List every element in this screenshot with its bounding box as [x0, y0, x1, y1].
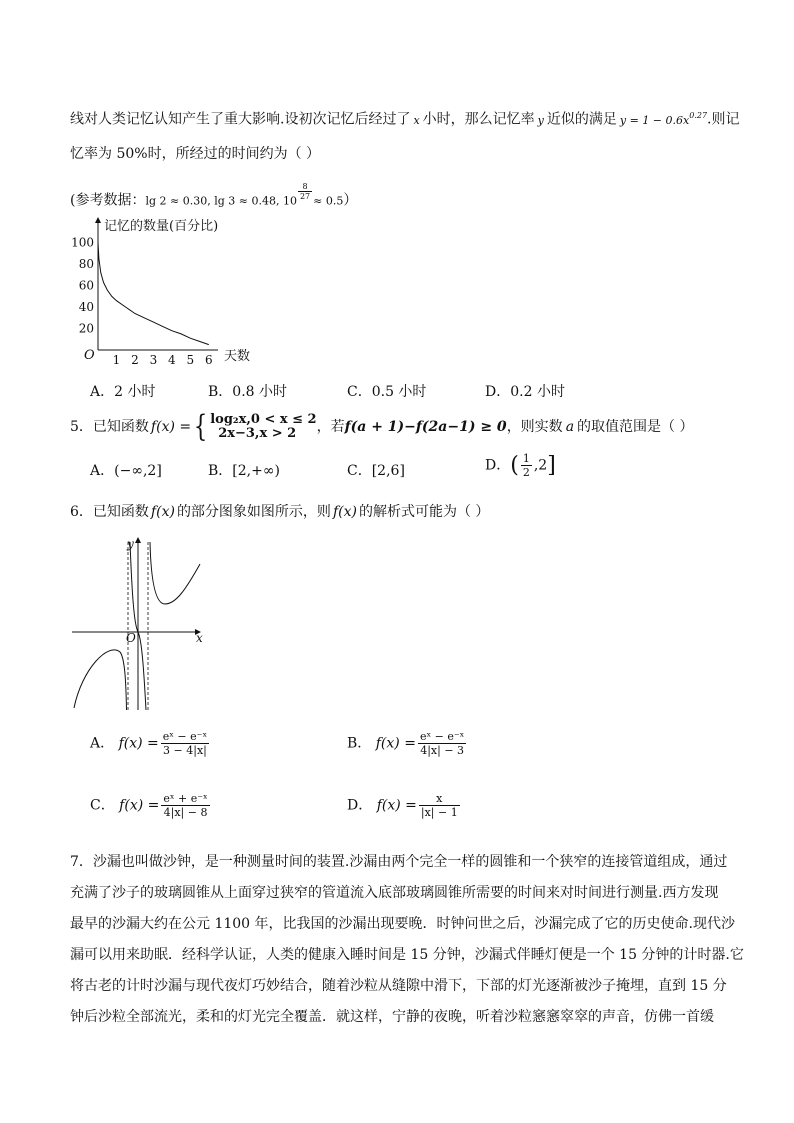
q5-option-d[interactable]: [485, 452, 556, 479]
q4-line1d: .则记: [707, 111, 740, 128]
chart-x-ticks: [113, 353, 213, 367]
q6-opt-d-label: D．: [347, 797, 373, 814]
q7-line-2: 充满了沙子的玻璃圆锥从上面穿过狭窄的管道流入底部玻璃圆锥所需要的时间来对时间进行测量.西方发现: [70, 885, 719, 901]
q6-opt-d-num: x: [419, 792, 460, 806]
q6-opt-b-den: 4|x| − 3: [420, 744, 465, 757]
chart-y-tick-label: 20: [78, 321, 94, 336]
q7-line-5: 将古老的计时沙漏与现代夜灯巧妙结合，随着沙粒从缝隙中滑下，下部的灯光逐渐被沙子掩埋，直到 15 分: [70, 978, 727, 994]
q4-option-c[interactable]: C．0.5 小时: [347, 384, 427, 400]
q6-option-a[interactable]: [90, 730, 211, 757]
q6-opt-a-fraction: [161, 730, 209, 757]
q4-formula: y = 1 − 0.6x: [619, 113, 690, 127]
graph-y-label: y: [127, 537, 134, 551]
q5-stem-b: ，若: [316, 419, 345, 435]
chart-x-tick-label: 2: [131, 353, 139, 367]
q6-opt-c-lhs: f(x) =: [119, 797, 160, 814]
chart-title: 记忆的数量(百分比): [104, 219, 219, 234]
q6-opt-a-den: 3 − 4|x|: [163, 744, 207, 757]
chart-x-label: 天数: [224, 349, 251, 364]
q6-opt-c-label: C．: [90, 797, 115, 814]
q5-opt-d-open-paren: (: [510, 452, 519, 478]
q6-opt-a-label: A．: [90, 735, 115, 752]
q5-opt-d-num: 1: [522, 452, 530, 465]
q6-fx2: f(x): [332, 504, 357, 520]
graph-origin-label: O: [126, 631, 136, 645]
q7-line-3: 最早的沙漏大约在公元 1100 年，比我国的沙漏出现要晚．时钟问世之后，沙漏完成了它的历史使命.现代沙: [70, 916, 735, 932]
q6-opt-c-num: eˣ + e⁻ˣ: [163, 792, 208, 805]
q5-case2: 2x−3,x > 2: [218, 426, 297, 441]
q6-opt-a-lhs: f(x) =: [118, 735, 159, 752]
q5-opt-d-den: 2: [522, 466, 530, 479]
q5-opt-b-value: [2,+∞): [232, 463, 280, 479]
q5-option-b[interactable]: [208, 461, 280, 481]
q6-option-b[interactable]: [347, 730, 468, 757]
chart-origin-label: O: [84, 348, 95, 363]
q4-ref-data-b: ≈ 0.5: [313, 194, 344, 208]
q4-formula-exp: 0.27: [689, 111, 708, 120]
graph-x-label: x: [196, 631, 203, 645]
q4-line1b: 小时，那么记忆率: [422, 111, 535, 128]
q7-line-4: 漏可以用来助眠．经科学认证，人类的健康入睡时间是 15 分钟，沙漏式伴睡灯便是一个 15 分钟的计时器.它: [70, 947, 744, 963]
q7-line-6: 钟后沙粒全部流光，柔和的灯光完全覆盖．就这样，宁静的夜晚，听着沙粒窸窸窣窣的声音，仿佛一首缓: [70, 1009, 714, 1025]
q6-stem-a: 6．已知函数: [70, 504, 149, 520]
chart-y-tick-label: 80: [78, 257, 94, 272]
q5-opt-d-label: D．: [485, 457, 511, 474]
chart-x-tick-label: 3: [149, 353, 158, 367]
q4-var-x: x: [413, 113, 420, 127]
q5-cases: [210, 413, 316, 441]
q4-ref-exp-den: 27: [299, 192, 311, 201]
chart-y-tick-label: 60: [78, 278, 94, 293]
chart-y-tick-label: 40: [78, 300, 94, 315]
chart-x-tick-label: 4: [168, 353, 176, 367]
graph-branch-left: [74, 650, 127, 710]
q4-ref-close: ）: [343, 192, 358, 209]
q5-opt-d-tail: ,2: [533, 457, 548, 474]
q6-opt-c-den: 4|x| − 8: [163, 806, 208, 819]
q6-stem: [70, 502, 489, 522]
q6-stem-c: 的解析式可能为（ ）: [358, 504, 490, 520]
q6-stem-b: 的部分图象如图所示，则: [176, 504, 331, 520]
q5-stem-c: ，则实数: [506, 419, 563, 435]
q5-opt-c-value: [2,6]: [371, 463, 405, 479]
q5-opt-d-fraction: [521, 452, 532, 479]
q5-stem: [70, 409, 694, 444]
graph-branch-right: [150, 542, 200, 604]
q4-line1c: 近似的满足: [546, 111, 617, 128]
q6-opt-c-fraction: [161, 792, 209, 819]
q5-fx: f(x) =: [150, 419, 192, 435]
q6-opt-b-lhs: f(x) =: [375, 735, 416, 752]
memory-curve-line: [98, 243, 209, 345]
q5-opt-a-label: A．: [90, 463, 115, 479]
q6-opt-d-lhs: f(x) =: [376, 797, 417, 814]
q5-opt-a-value: (−∞,2]: [114, 463, 162, 479]
q5-option-c[interactable]: [347, 461, 405, 481]
q5-opt-d-close-bracket: ]: [547, 452, 556, 478]
chart-y-tick-label: 100: [71, 235, 94, 250]
q5-var-a: a: [565, 419, 575, 435]
q6-option-d[interactable]: [347, 792, 462, 819]
q5-opt-c-label: C．: [347, 463, 372, 479]
q4-line2: 忆率为 50%时，所经过的时间约为（ ）: [70, 146, 321, 162]
q5-stem-a: 5．已知函数: [70, 419, 149, 435]
q6-opt-d-den: |x| − 1: [420, 806, 458, 819]
q4-option-b[interactable]: B．0.8 小时: [208, 384, 288, 400]
q4-line1: [70, 106, 740, 131]
q5-option-a[interactable]: [90, 461, 162, 481]
q4-ref-label: (参考数据：: [70, 192, 146, 209]
q4-ref-data-a: lg 2 ≈ 0.30, lg 3 ≈ 0.48, 10: [145, 194, 297, 208]
q5-opt-b-label: B．: [208, 463, 233, 479]
q5-case1: log₂x,0 < x ≤ 2: [210, 412, 317, 427]
q6-opt-b-num: eˣ − e⁻ˣ: [419, 730, 465, 743]
q4-ref-exp-num: 8: [298, 182, 312, 192]
chart-x-tick-label: 1: [112, 353, 121, 367]
q4-option-a[interactable]: A．2 小时: [90, 384, 156, 400]
function-graph: [70, 534, 210, 712]
q6-opt-a-num: eˣ − e⁻ˣ: [162, 730, 208, 743]
q5-brace: {: [193, 409, 208, 444]
q4-option-d[interactable]: D．0.2 小时: [485, 384, 565, 400]
q6-option-c[interactable]: [90, 792, 212, 819]
q4-ref-data: [70, 182, 357, 212]
chart-x-tick-label: 5: [186, 353, 195, 367]
q6-opt-d-fraction: [419, 792, 460, 819]
q5-cond: f(a + 1)−f(2a−1) ≥ 0: [344, 419, 507, 435]
chart-x-tick-label: 6: [204, 353, 213, 367]
q7-line-1: 7．沙漏也叫做沙钟，是一种测量时间的装置.沙漏由两个完全一样的圆锥和一个狭窄的连接管道组成，通过: [70, 854, 728, 870]
q4-ref-exponent: [298, 182, 312, 201]
chart-y-ticks: [71, 236, 94, 336]
q4-line1-text: 线对人类记忆认知产生了重大影响.设初次记忆后经过了: [70, 111, 411, 128]
q6-opt-b-label: B．: [347, 735, 372, 752]
q6-opt-b-fraction: [418, 730, 466, 757]
memory-curve-chart: [68, 212, 268, 370]
q6-fx1: f(x): [150, 504, 175, 520]
q4-var-y: y: [537, 113, 544, 127]
q5-stem-d: 的取值范围是（ ）: [577, 419, 694, 435]
